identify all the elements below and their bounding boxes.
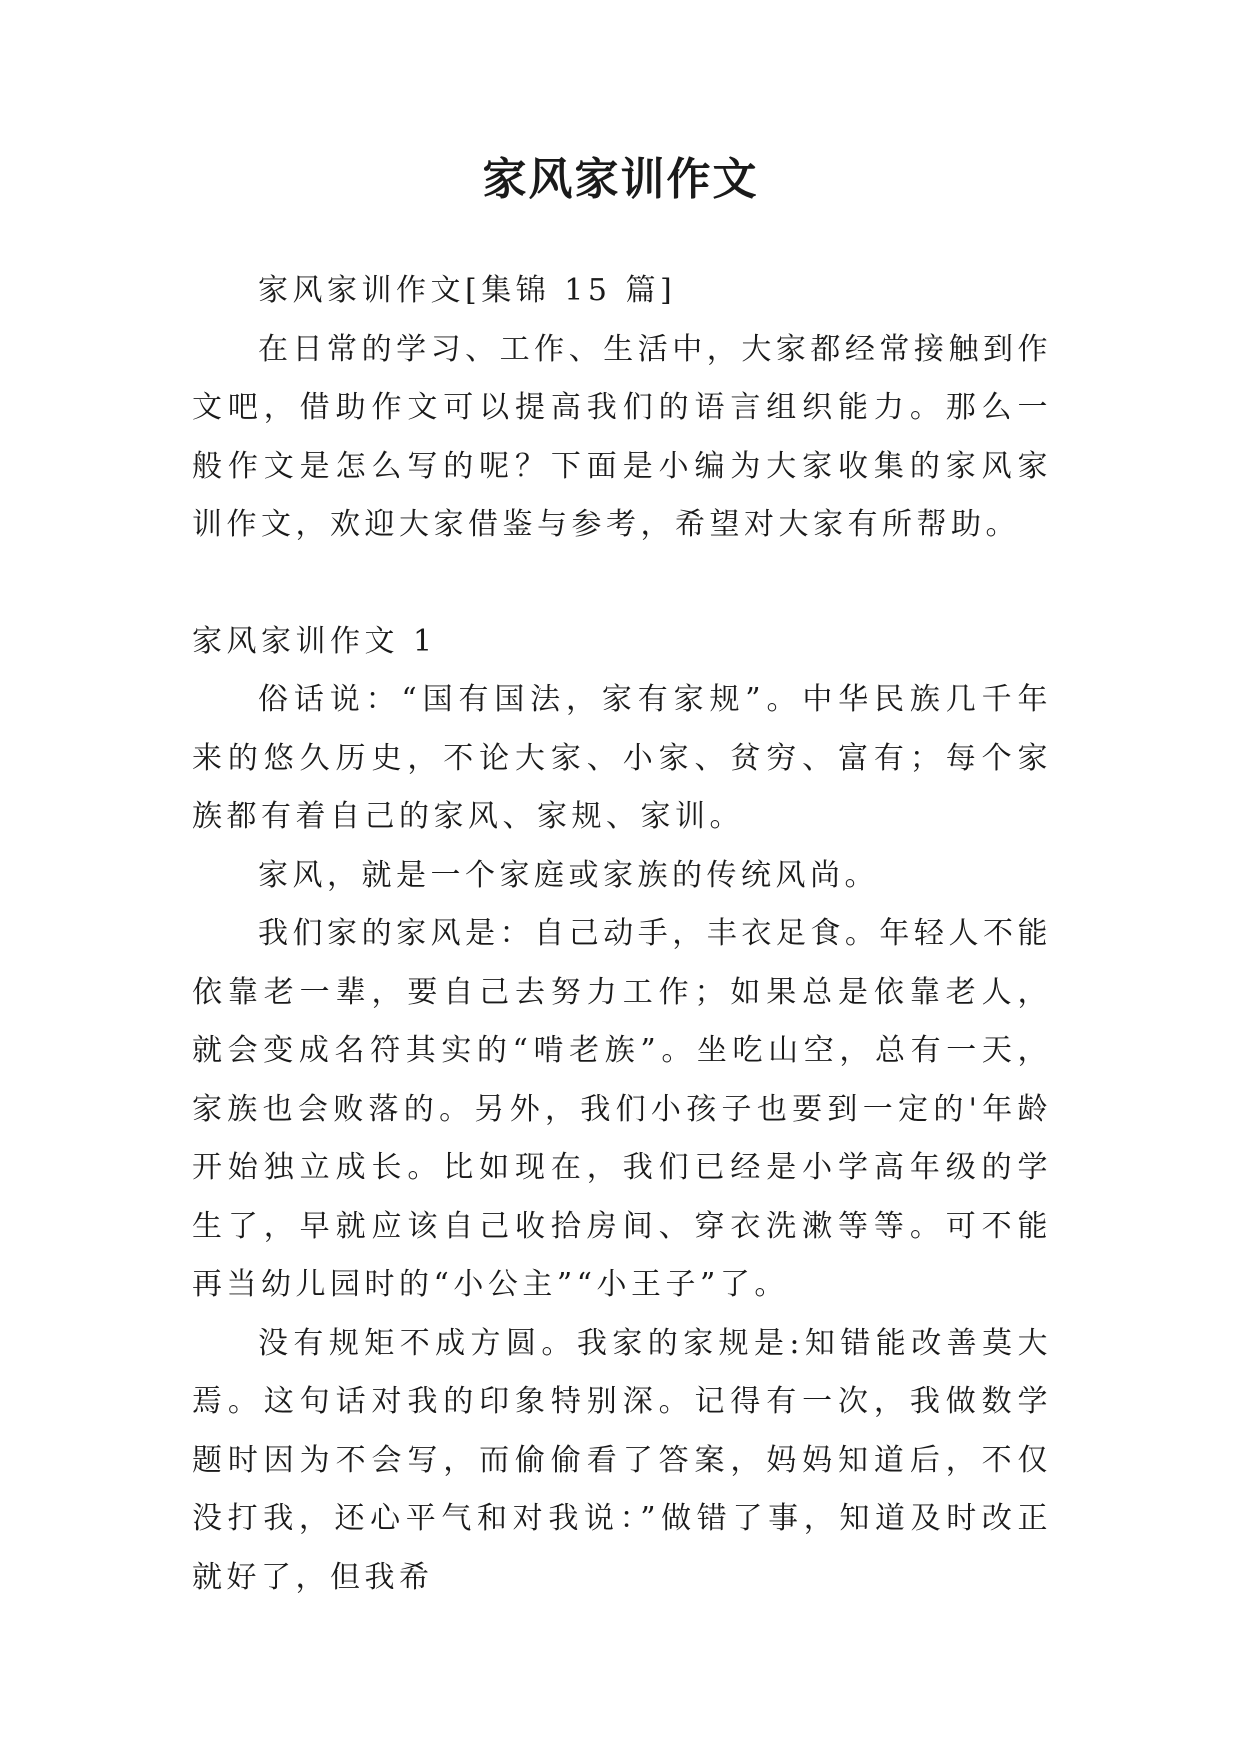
intro-paragraph: 在日常的学习、工作、生活中，大家都经常接触到作文吧，借助作文可以提高我们的语言组织能力。那么一般作文是怎么写的呢？下面是小编为大家收集的家风家训作文，欢迎大家借鉴与参考，希望对大家有所帮助。 [192,331,1052,542]
body-paragraph: 没有规矩不成方圆。我家的家规是:知错能改善莫大焉。这句话对我的印象特别深。记得有一次，我做数学题时因为不会写，而偷偷看了答案，妈妈知道后，不仅没打我，还心平气和对我说：”做错了事，知道及时改正就好了，但我希 [192,1325,1052,1595]
document-title: 家风家训作文 [482,154,759,205]
body-paragraph: 俗话说：“国有国法，家有家规”。中华民族几千年来的悠久历史，不论大家、小家、贫穷、富有；每个家族都有着自己的家风、家规、家训。 [192,682,1052,834]
subtitle: 家风家训作文[集锦 15 篇] [258,273,677,308]
body-paragraph: 我们家的家风是：自己动手，丰衣足食。年轻人不能依靠老一辈，要自己去努力工作；如果总是依靠老人，就会变成名符其实的“啃老族”。坐吃山空，总有一天，家族也会败落的。另外，我们小孩子也要到一定的'年龄开始独立成长。比如现在，我们已经是小学高年级的学生了，早就应该自己收拾房间、穿衣洗漱等等。可不能再当幼儿园时的“小公主”“小王子”了。 [192,916,1052,1302]
section-heading: 家风家训作文 1 [192,623,437,659]
body-paragraph: 家风，就是一个家庭或家族的传统风尚。 [258,857,879,893]
document-body [192,262,1052,1607]
